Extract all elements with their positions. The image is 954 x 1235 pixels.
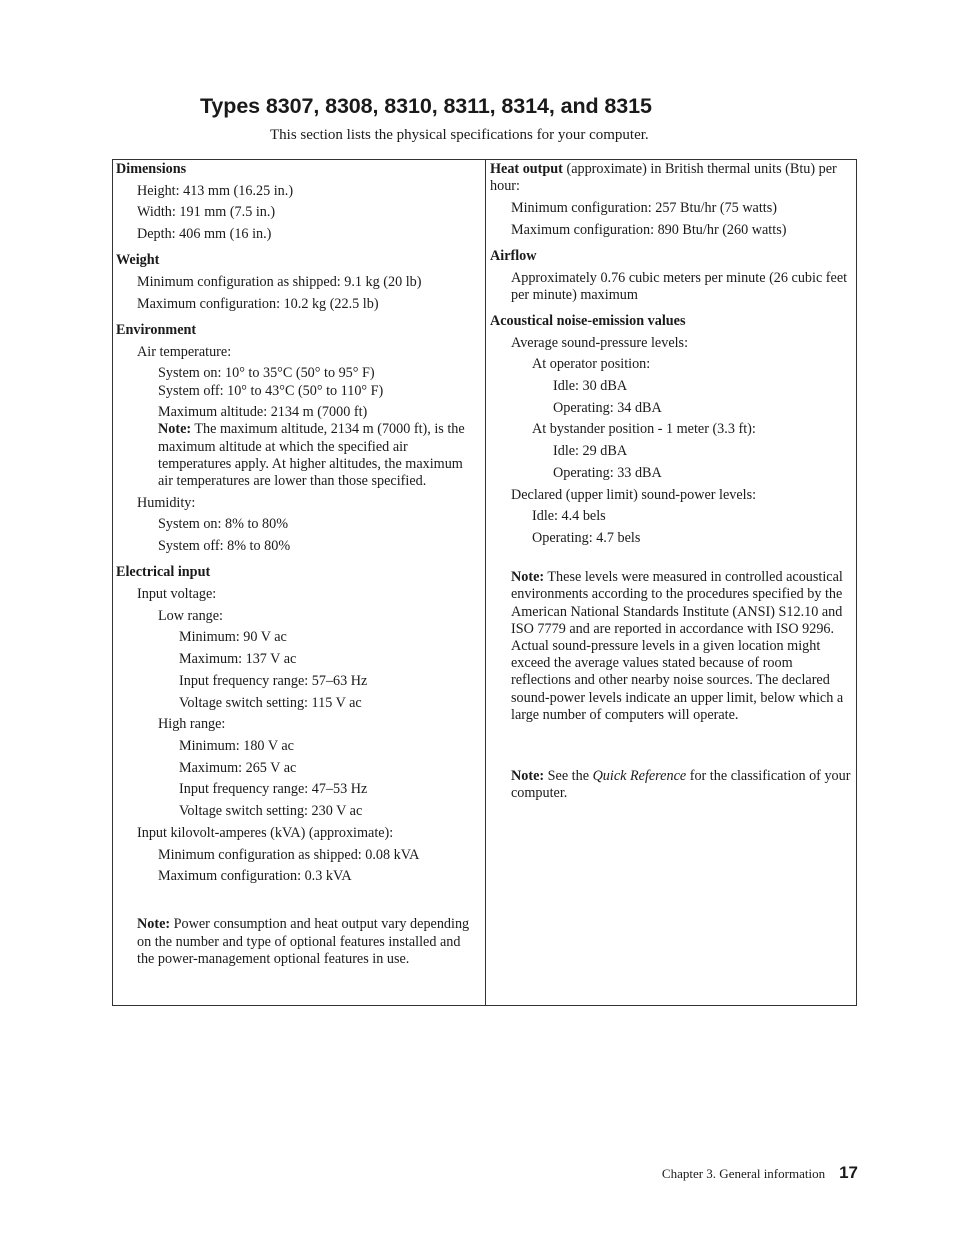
weight-heading: Weight: [116, 252, 160, 269]
airflow-heading: Airflow: [490, 247, 537, 264]
chapter-title: Chapter 3. General information: [661, 1166, 826, 1181]
weight-max-spec: Maximum configuration: 10.2 kg (22.5 lb): [137, 295, 379, 312]
bystander-position-label: At bystander position - 1 meter (3.3 ft):: [532, 421, 756, 438]
ref-note-pre: See the: [547, 767, 590, 784]
bystander-operating-spec: Operating: 33 dBA: [553, 464, 662, 481]
note-label: Note:: [511, 569, 545, 586]
declared-sound-power-label: Declared (upper limit) sound-power levels:: [511, 486, 757, 503]
acoustic-note-text: These levels were measured in controlled acoustical environments according to the procedures specified by the American National Standards Institute (ANSI) S12.10 and ISO 7779 and are reported in accordance with ISO 9296. Actual sound-pressure levels in a given location might exceed the average values stated because of room reflections and other nearby noise sources. The declared sound-power levels indicate an upper limit, below which a large number of computers will operate.: [511, 569, 844, 723]
specifications-table: [112, 159, 857, 1006]
operator-operating-spec: Operating: 34 dBA: [553, 399, 662, 416]
humidity-label: Humidity:: [137, 494, 196, 511]
heat-max-spec: Maximum configuration: 890 Btu/hr (260 watts): [511, 221, 787, 238]
acoustic-note: [490, 569, 853, 724]
kva-minimum: Minimum configuration as shipped: 0.08 kVA: [158, 846, 420, 863]
heat-output-description: (approximate) in British thermal units (Btu) per hour:: [490, 161, 837, 195]
dimensions-heading: Dimensions: [116, 161, 187, 177]
section-title: Types 8307, 8308, 8310, 8311, 8314, and 8315: [200, 94, 652, 118]
power-note-text: Power consumption and heat output vary depending on the number and type of optional features installed and the power-management optional features in use.: [137, 916, 470, 967]
quick-reference-note: [490, 768, 853, 802]
input-voltage-label: Input voltage:: [137, 586, 217, 603]
average-sound-pressure-label: Average sound-pressure levels:: [511, 334, 689, 351]
depth-spec: Depth: 406 mm (16 in.): [137, 226, 272, 243]
height-spec: Height: 413 mm (16.25 in.): [137, 182, 294, 199]
power-note: [116, 916, 475, 968]
heat-output-heading: Heat output: [490, 161, 563, 177]
low-range-label: Low range:: [158, 607, 224, 624]
system-off-temperature: System off: 10° to 43°C (50° to 110° F): [158, 382, 384, 399]
altitude-note-text: The maximum altitude, 2134 m (7000 ft), is the maximum altitude at which the specified air temperatures apply. At higher altitudes, the maximum air temperatures are lower than those specified.: [158, 421, 465, 490]
system-on-humidity: System on: 8% to 80%: [158, 516, 289, 533]
ref-note-post: for the classification of your computer.: [511, 767, 851, 802]
section-intro: This section lists the physical specifications for your computer.: [270, 127, 649, 143]
kva-label: Input kilovolt-amperes (kVA) (approximate):: [137, 824, 394, 841]
airflow-spec: Approximately 0.76 cubic meters per minute (26 cubic feet per minute) maximum: [511, 269, 848, 303]
note-label: Note:: [137, 916, 171, 933]
system-off-humidity: System off: 8% to 80%: [158, 538, 291, 555]
low-range-frequency: Input frequency range: 57–63 Hz: [179, 672, 368, 689]
weight-min-spec: Minimum configuration as shipped: 9.1 kg (20 lb): [137, 274, 422, 291]
specs-right-column: [486, 160, 856, 1005]
high-range-switch-setting: Voltage switch setting: 230 V ac: [179, 803, 363, 820]
high-range-frequency: Input frequency range: 47–53 Hz: [179, 781, 368, 798]
width-spec: Width: 191 mm (7.5 in.): [137, 204, 276, 221]
high-range-label: High range:: [158, 716, 226, 733]
low-range-minimum: Minimum: 90 V ac: [179, 629, 287, 646]
system-on-temperature: System on: 10° to 35°C (50° to 95° F): [158, 365, 375, 382]
note-label: Note:: [158, 421, 192, 438]
specs-left-column: [113, 160, 486, 1005]
page-footer: [662, 1163, 858, 1183]
note-label: Note:: [511, 767, 545, 784]
environment-heading: Environment: [116, 321, 197, 338]
altitude-note: [116, 421, 475, 490]
acoustic-heading: Acoustical noise-emission values: [490, 312, 686, 329]
air-temperature-label: Air temperature:: [137, 343, 232, 360]
kva-maximum: Maximum configuration: 0.3 kVA: [158, 868, 352, 885]
heat-output-spec: [490, 161, 853, 195]
electrical-input-heading: Electrical input: [116, 564, 211, 581]
operator-idle-spec: Idle: 30 dBA: [553, 378, 628, 395]
operator-position-label: At operator position:: [532, 356, 651, 373]
declared-idle-spec: Idle: 4.4 bels: [532, 508, 606, 525]
high-range-minimum: Minimum: 180 V ac: [179, 737, 294, 754]
low-range-switch-setting: Voltage switch setting: 115 V ac: [179, 694, 362, 711]
high-range-maximum: Maximum: 265 V ac: [179, 759, 297, 776]
heat-min-spec: Minimum configuration: 257 Btu/hr (75 watts): [511, 199, 777, 216]
declared-operating-spec: Operating: 4.7 bels: [532, 529, 641, 546]
max-altitude-spec: Maximum altitude: 2134 m (7000 ft): [158, 404, 368, 421]
low-range-maximum: Maximum: 137 V ac: [179, 651, 297, 668]
bystander-idle-spec: Idle: 29 dBA: [553, 443, 628, 460]
quick-reference-title: Quick Reference: [592, 767, 687, 784]
page-number: 17: [839, 1163, 858, 1182]
